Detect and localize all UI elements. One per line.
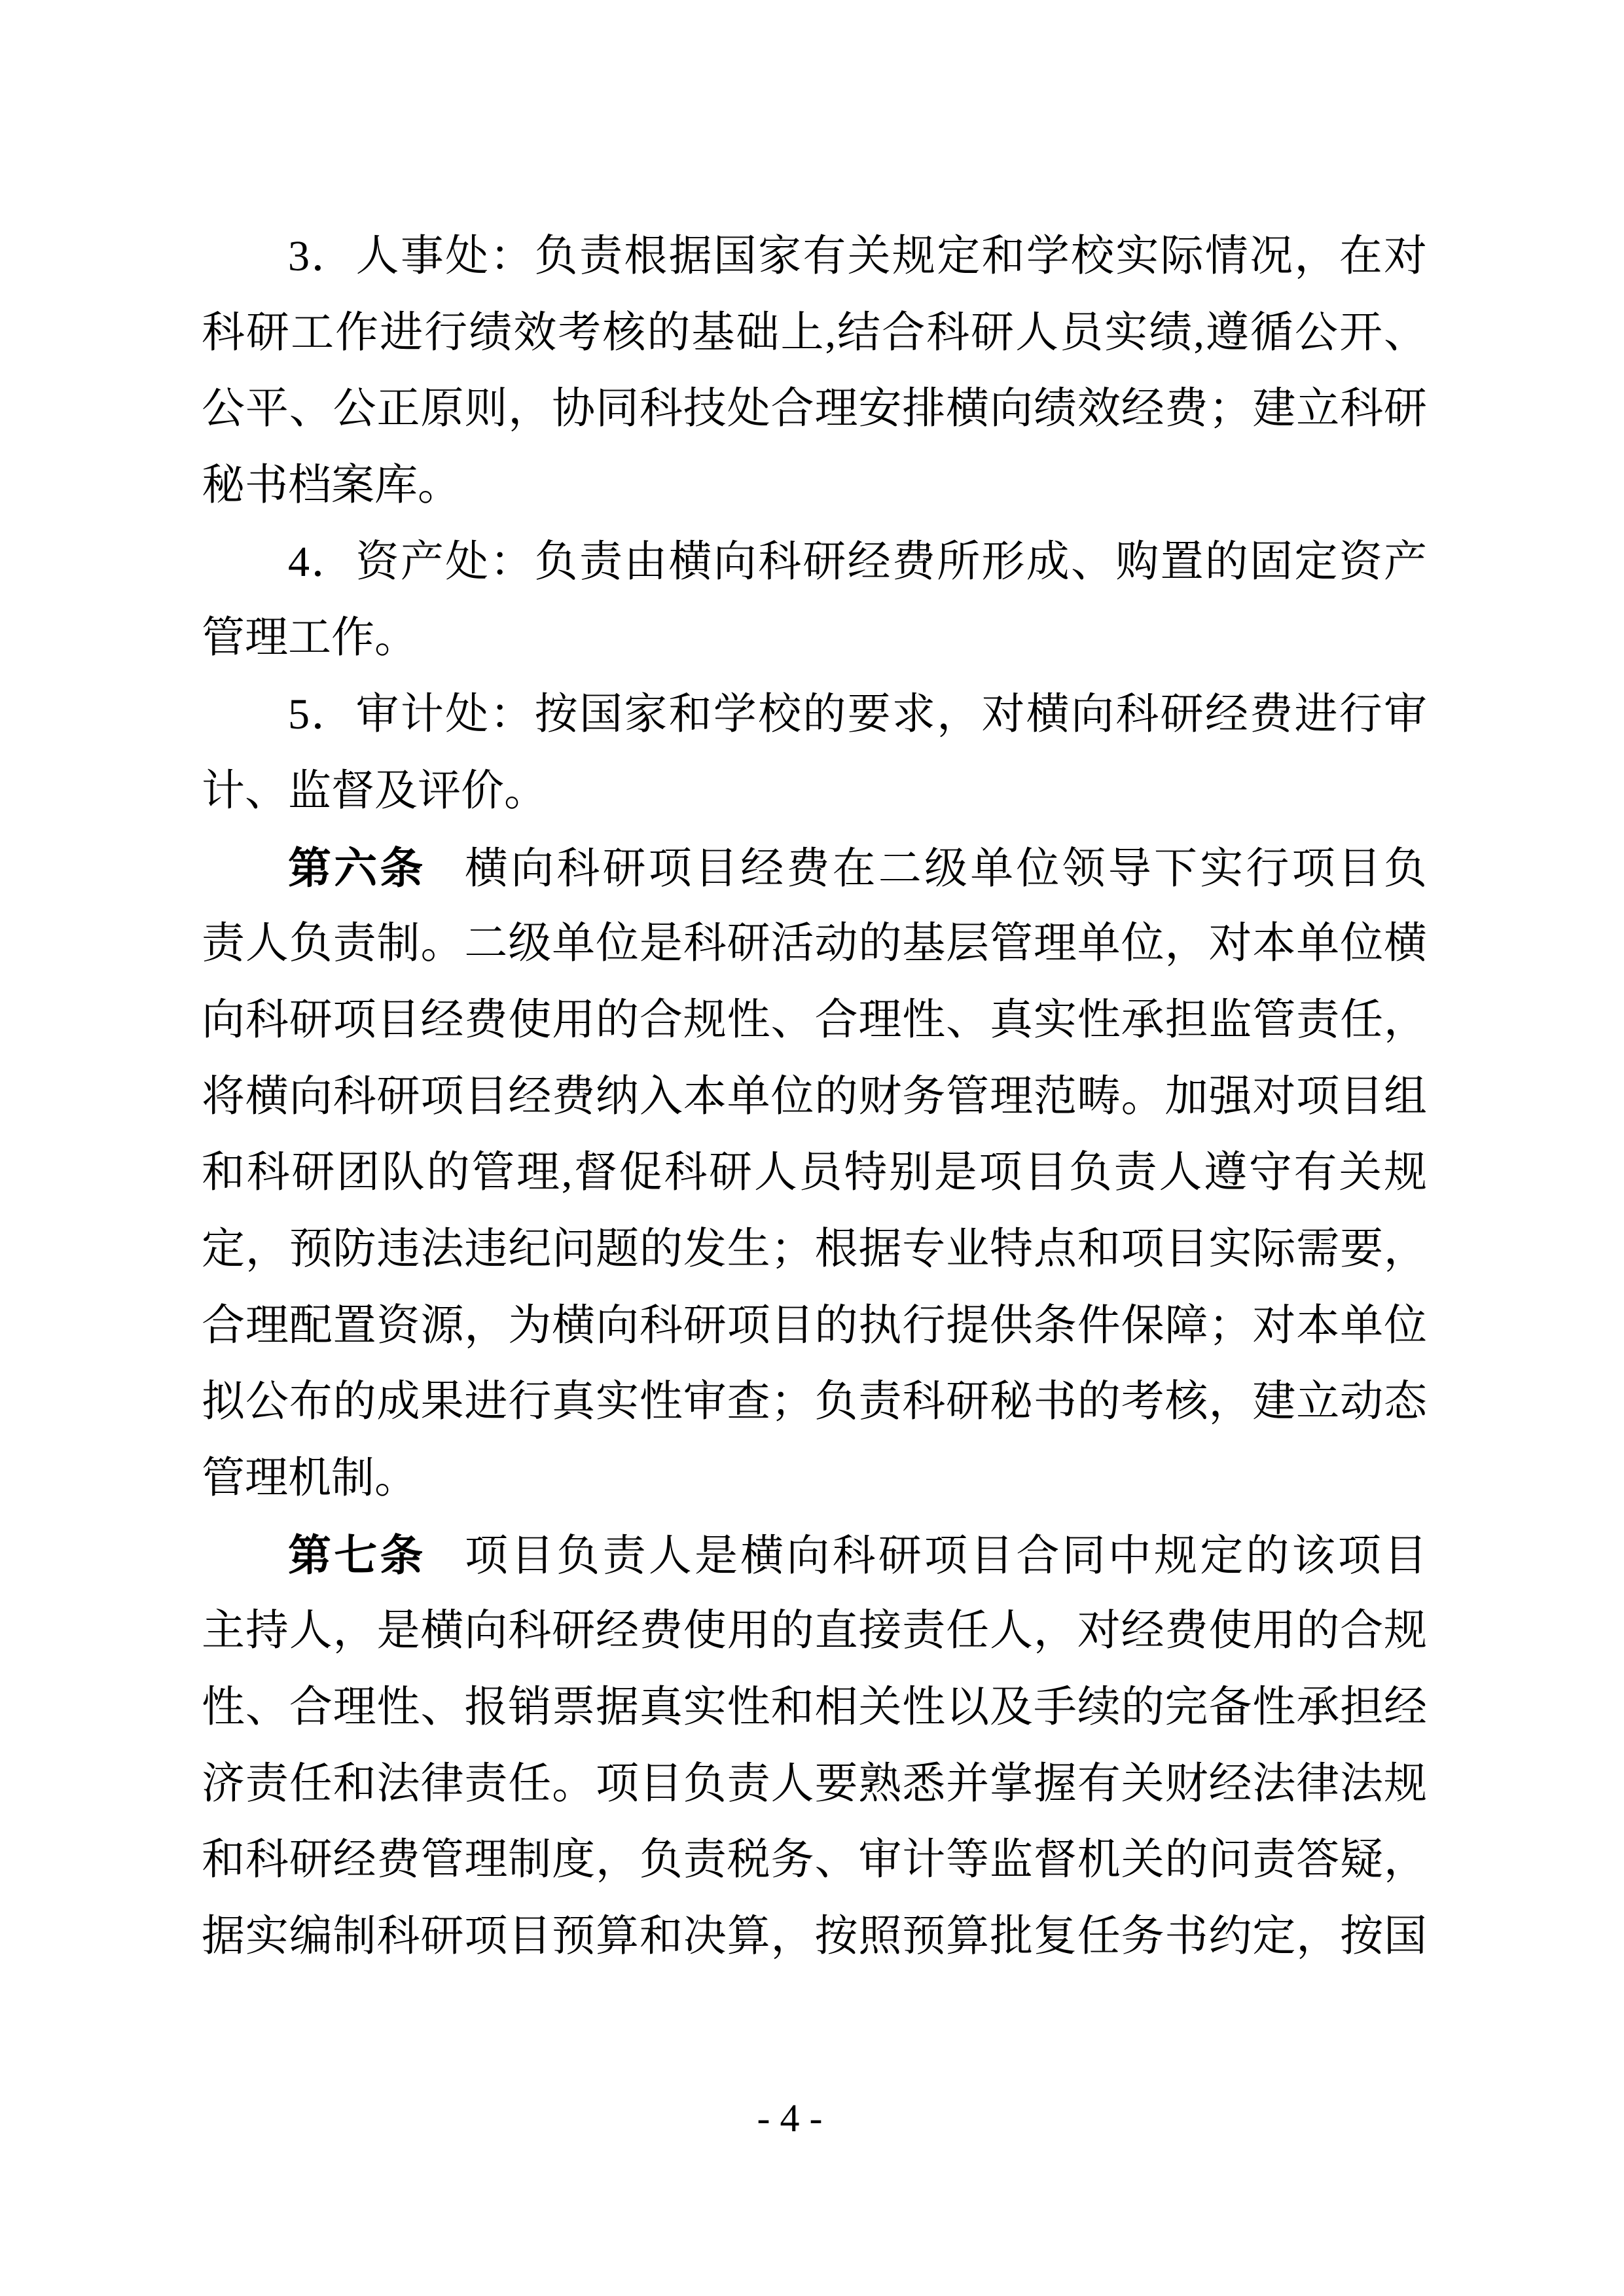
article-7-line-6: 据实编制科研项目预算和决算，按照预算批复任务书约定，按国 [202, 1912, 1427, 1961]
article-7-line-5: 和科研经费管理制度，负责税务、审计等监督机关的问责答疑， [202, 1836, 1427, 1884]
article-6-text: 横向科研项目经费在二级单位领导下实行项目负 [465, 844, 1428, 893]
article-7-text: 项目负责人是横向科研项目合同中规定的该项目 [465, 1532, 1428, 1580]
article-7-number: 第七条 [288, 1530, 426, 1579]
item-3-personnel-line-1: 3．人事处：负责根据国家有关规定和学校实际情况，在对 [288, 232, 1427, 280]
item-5-audit-line-2: 计、监督及评价。 [202, 766, 547, 815]
item-3-personnel-line-4: 秘书档案库。 [202, 461, 461, 510]
article-6-line-3: 向科研项目经费使用的合规性、合理性、真实性承担监管责任， [202, 996, 1427, 1044]
text-block [202, 219, 1427, 1975]
item-3-personnel-line-2: 科研工作进行绩效考核的基础上,结合科研人员实绩,遵循公开、 [202, 308, 1427, 357]
article-6-line-7: 合理配置资源，为横向科研项目的执行提供条件保障；对本单位 [202, 1301, 1427, 1350]
article-6-line-1 [202, 830, 1427, 906]
item-4-assets-line-1: 4．资产处：负责由横向科研经费所形成、购置的固定资产 [288, 537, 1427, 586]
article-7-line-3: 性、合理性、报销票据真实性和相关性以及手续的完备性承担经 [202, 1683, 1427, 1732]
item-5-audit-line-1: 5．审计处：按国家和学校的要求，对横向科研经费进行审 [288, 691, 1427, 739]
article-7-line-1 [202, 1517, 1427, 1594]
item-3-personnel-line-3: 公平、公正原则，协同科技处合理安排横向绩效经费；建立科研 [202, 385, 1427, 433]
article-6-line-4: 将横向科研项目经费纳入本单位的财务管理范畴。加强对项目组 [202, 1072, 1427, 1121]
page-number: - 4 - [757, 2096, 823, 2140]
article-6-number: 第六条 [288, 843, 426, 892]
article-6-line-6: 定，预防违法违纪问题的发生；根据专业特点和项目实际需要， [202, 1225, 1427, 1273]
article-6-line-9: 管理机制。 [202, 1454, 418, 1502]
article-7-line-2: 主持人，是横向科研经费使用的直接责任人，对经费使用的合规 [202, 1607, 1427, 1655]
article-7-line-4: 济责任和法律责任。项目负责人要熟悉并掌握有关财经法律法规 [202, 1759, 1427, 1808]
article-6-line-8: 拟公布的成果进行真实性审查；负责科研秘书的考核，建立动态 [202, 1378, 1427, 1426]
article-6-line-5: 和科研团队的管理,督促科研人员特别是项目负责人遵守有关规 [202, 1149, 1427, 1197]
item-4-assets-line-2: 管理工作。 [202, 614, 418, 662]
article-6-line-2: 责人负责制。二级单位是科研活动的基层管理单位，对本单位横 [202, 920, 1427, 968]
